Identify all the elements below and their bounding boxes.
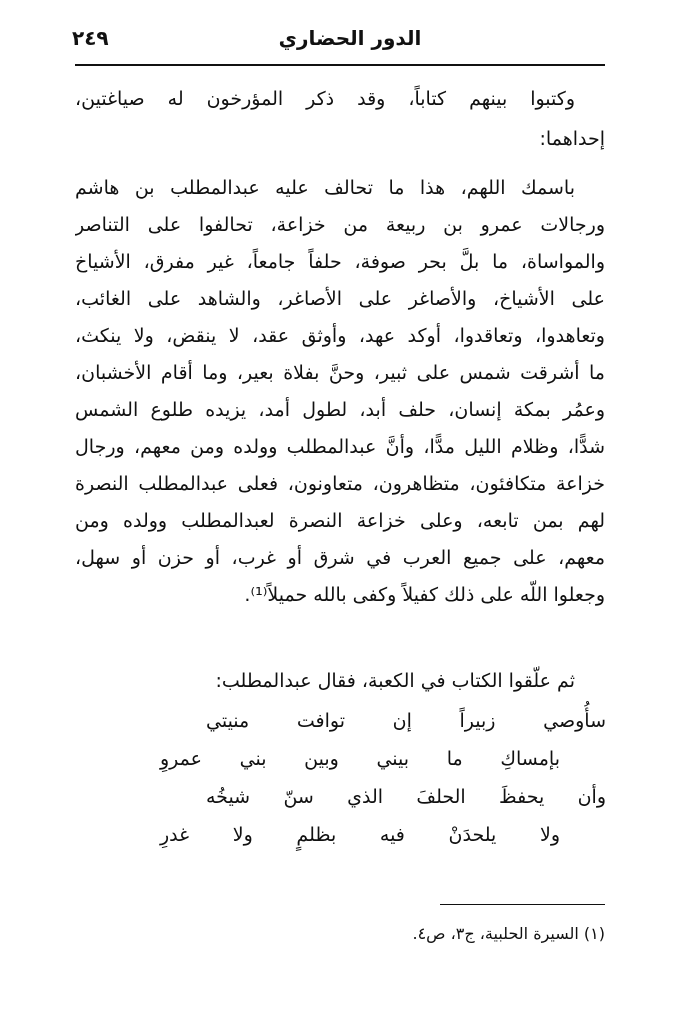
document-line: ورجالات عمرو بن ربيعة من خزاعة، تحالفوا على التناصر [75,214,605,236]
intro-line: وكتبوا بينهم كتاباً، وقد ذكر المؤرخون له صياغتين، [75,88,575,110]
document-line: لهم بمن تابعه، وعلى خزاعة النصرة لعبدالمطلب وولده ومن [75,510,605,532]
footnote-rule [440,904,605,905]
footnote: (١) السيرة الحلبية، ج٣، ص٤. [412,924,605,943]
document-line: وجعلوا اللَّه على ذلك كفيلاً وكفى بالله حميلاً⁽¹⁾. [244,584,605,606]
document-line: ما أشرقت شمس على ثبير، وحنَّ بفلاة بعير، وما أقام الأخشبان، [75,362,605,384]
document-line: باسمك اللهم، هذا ما تحالف عليه عبدالمطلب بن هاشم [75,177,575,199]
document-line: معهم، على جميع العرب في شرق أو غرب، أو حزن أو سهل، [75,547,605,569]
verse-line: سأُوصي زبيراً إن توافت منيتي [206,710,606,732]
document-line: وعمُر بمكة إنسان، حلف أبد، لطول أمد، يزيده طلوع الشمس [75,399,605,421]
verse-line: بإمساكِ ما بيني وبين بني عمروِ [160,748,560,770]
verse-line: وأن يحفظَ الحلفَ الذي سنّ شيخُه [206,786,606,808]
header-rule [75,64,605,66]
document-line: شدًّا، وظلام الليل مدًّا، وأنَّ عبدالمطلب وولده ومن معهم، ورجال [75,436,605,458]
intro-line: إحداهما: [539,128,605,150]
narrative-line: ثم علَّقوا الكتاب في الكعبة، فقال عبدالمطلب: [215,670,575,692]
document-line: خزاعة متكافئون، متظاهرون، متعاونون، فعلى عبدالمطلب النصرة [75,473,605,495]
verse-line: ولا يلحدَنْ فيه بظلمٍ ولا غدرِ [160,824,560,846]
document-line: والمواساة، ما بلَّ بحر صوفة، حلفاً جامعاً، غير مفرق، الأشياخ [75,251,605,273]
document-line: على الأشياخ، والأصاغر على الأصاغر، والشاهد على الغائب، [75,288,605,310]
running-header-title: الدور الحضاري [278,26,422,50]
document-line: وتعاهدوا، وتعاقدوا، أوكد عهد، وأوثق عقد، لا ينقض، ولا ينكث، [75,325,605,347]
page-number: ٢٤٩ [72,26,109,50]
